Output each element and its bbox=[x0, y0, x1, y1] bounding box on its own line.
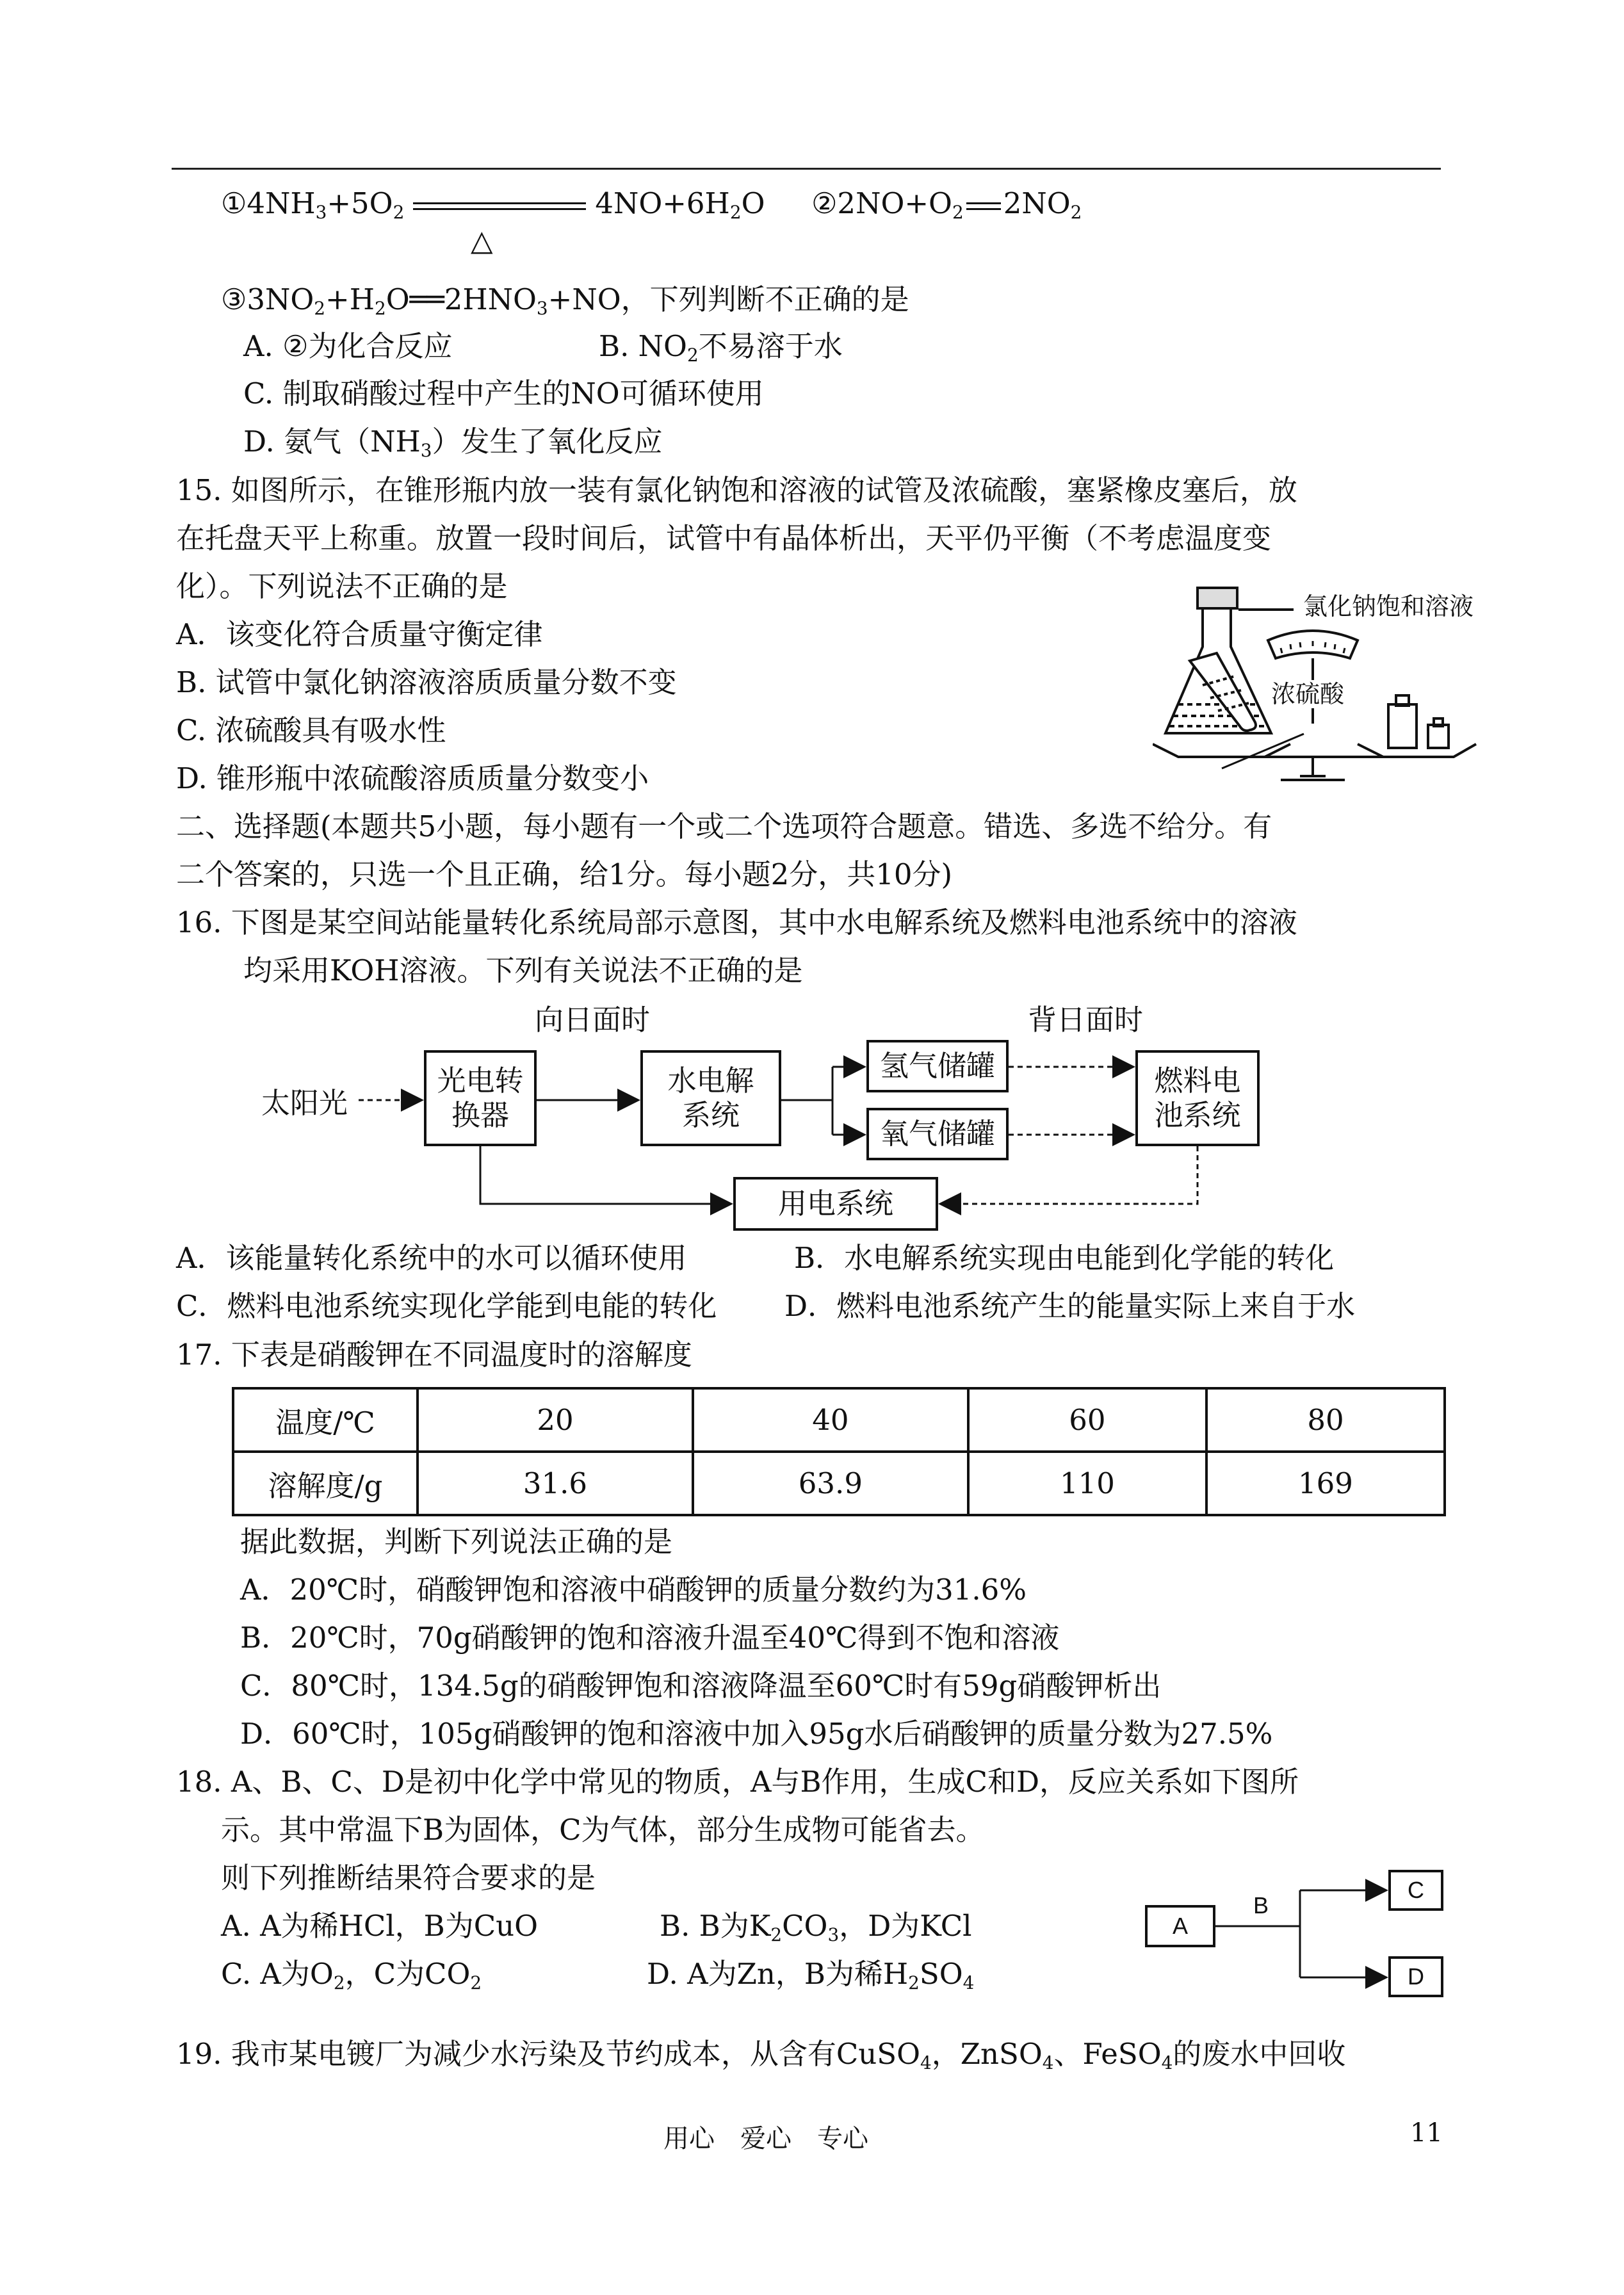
q15-line-1: 15. 如图所示，在锥形瓶内放一装有氯化钠饱和溶液的试管及浓硫酸，塞紧橡皮塞后，放 bbox=[176, 473, 1297, 507]
table-cell: 80 bbox=[1206, 1388, 1445, 1452]
q18-option-b: B. B为$K_2CO_3$，D为KCl bbox=[660, 1909, 972, 1945]
q16-option-b: B．水电解系统实现由电能到化学能的转化 bbox=[794, 1241, 1335, 1275]
section-2-heading-1: 二、选择题(本题共5小题，每小题有一个或二个选项符合题意。错选、多选不给分。有 bbox=[176, 809, 1272, 843]
q18-option-a: A. A为稀HCl，B为CuO bbox=[221, 1909, 539, 1943]
table-cell: 40 bbox=[693, 1388, 968, 1452]
q17-prompt: 据此数据，判断下列说法正确的是 bbox=[240, 1525, 673, 1559]
power-use-box: 用电系统 bbox=[733, 1177, 938, 1231]
table-cell: 溶解度/g bbox=[233, 1452, 418, 1515]
hydrogen-tank-box: 氢气储罐 bbox=[866, 1040, 1009, 1092]
table-cell: 169 bbox=[1206, 1452, 1445, 1515]
q18-line-3: 则下列推断结果符合要求的是 bbox=[221, 1861, 596, 1895]
q18-option-d: D. A为Zn，B为稀$H_2SO_4$ bbox=[647, 1957, 975, 1993]
table-cell: 20 bbox=[418, 1388, 693, 1452]
q17-title: 17. 下表是硝酸钾在不同温度时的溶解度 bbox=[176, 1338, 692, 1372]
equation-1: $①4NH_3+5O_2$ $4NO+6H_2O$ $②2NO+O_2$ $2NO_2$ bbox=[221, 186, 1082, 223]
fuel-cell-box: 燃料电 池系统 bbox=[1135, 1050, 1260, 1146]
table-cell: 110 bbox=[968, 1452, 1206, 1515]
node-a-box: A bbox=[1145, 1905, 1215, 1947]
q16-line-2: 均采用KOH溶液。下列有关说法不正确的是 bbox=[243, 953, 803, 987]
q18-line-2: 示。其中常温下B为固体，C为气体，部分生成物可能省去。 bbox=[221, 1813, 985, 1847]
q15-option-b: B. 试管中氯化钠溶液溶质质量分数不变 bbox=[176, 665, 677, 699]
oxygen-tank-box: 氧气储罐 bbox=[866, 1108, 1009, 1160]
reaction-condition: △ bbox=[471, 223, 493, 257]
sunlight-label: 太阳光 bbox=[261, 1086, 348, 1120]
q15-line-2: 在托盘天平上称重。放置一段时间后，试管中有晶体析出，天平仍平衡（不考虑温度变 bbox=[176, 521, 1272, 555]
water-electrolysis-box: 水电解 系统 bbox=[640, 1050, 781, 1146]
night-label: 背日面时 bbox=[1028, 1003, 1144, 1037]
footer-motto: 用心 爱心 专心 bbox=[663, 2124, 868, 2153]
q14-option-d: D. 氨气$(NH_3)$发生了氧化反应 bbox=[243, 425, 663, 461]
table-row bbox=[233, 1452, 1445, 1515]
q14-option-c: C. 制取硝酸过程中产生的NO可循环使用 bbox=[243, 377, 764, 410]
figure-label-nacl: 氯化钠饱和溶液 bbox=[1303, 592, 1474, 620]
q18-line-1: 18. A、B、C、D是初中化学中常见的物质，A与B作用，生成C和D，反应关系如下图所 bbox=[176, 1765, 1299, 1799]
q16-option-d: D．燃料电池系统产生的能量实际上来自于水 bbox=[784, 1289, 1356, 1323]
page-number: 11 bbox=[1410, 2118, 1443, 2148]
q17-option-c: C．80℃时，134.5g的硝酸钾饱和溶液降温至60℃时有59g硝酸钾析出 bbox=[240, 1669, 1162, 1703]
q17-option-d: D．60℃时，105g硝酸钾的饱和溶液中加入95g水后硝酸钾的质量分数为27.5% bbox=[240, 1717, 1273, 1751]
q14-option-b: B. $NO_2$不易溶于水 bbox=[599, 329, 843, 366]
node-d-box: D bbox=[1388, 1956, 1443, 1997]
solubility-table bbox=[232, 1387, 1446, 1516]
photoelectric-converter-box: 光电转 换器 bbox=[424, 1050, 537, 1146]
q15-line-3: 化）。下列说法不正确的是 bbox=[176, 569, 508, 603]
q16-line-1: 16. 下图是某空间站能量转化系统局部示意图，其中水电解系统及燃料电池系统中的溶液 bbox=[176, 905, 1297, 939]
q17-option-b: B．20℃时，70g硝酸钾的饱和溶液升温至40℃得到不饱和溶液 bbox=[240, 1621, 1060, 1655]
table-row bbox=[233, 1388, 1445, 1452]
equation-3: $③3NO_2+H_2O══2HNO_3+NO$，下列判断不正确的是 bbox=[221, 282, 909, 319]
q18-option-c: C. A为$O_2$，C为$CO_2$ bbox=[221, 1957, 482, 1993]
day-label: 向日面时 bbox=[535, 1003, 651, 1037]
table-cell: 31.6 bbox=[418, 1452, 693, 1515]
q15-option-d: D. 锥形瓶中浓硫酸溶质质量分数变小 bbox=[176, 761, 649, 795]
q16-option-c: C．燃料电池系统实现化学能到电能的转化 bbox=[176, 1289, 717, 1323]
q16-option-a: A．该能量转化系统中的水可以循环使用 bbox=[176, 1241, 687, 1275]
q15-option-a: A．该变化符合质量守衡定律 bbox=[176, 617, 543, 651]
table-cell: 温度/℃ bbox=[233, 1388, 418, 1452]
q15-option-c: C. 浓硫酸具有吸水性 bbox=[176, 713, 446, 747]
table-cell: 63.9 bbox=[693, 1452, 968, 1515]
node-c-box: C bbox=[1388, 1870, 1443, 1911]
q18-arrows bbox=[1204, 1857, 1396, 2011]
table-cell: 60 bbox=[968, 1388, 1206, 1452]
q19-line-1: 19. 我市某电镀厂为减少水污染及节约成本，从含有CuSO$_4$，ZnSO$_4$、FeSO$_4$的废水中回收 bbox=[176, 2037, 1346, 2073]
q14-option-a: A. ②为化合反应 bbox=[243, 329, 453, 363]
q17-option-a: A．20℃时，硝酸钾饱和溶液中硝酸钾的质量分数约为31.6% bbox=[240, 1573, 1027, 1607]
section-2-heading-2: 二个答案的，只选一个且正确，给1分。每小题2分，共10分) bbox=[176, 857, 953, 891]
figure-label-h2so4: 浓硫酸 bbox=[1271, 680, 1345, 708]
node-b-label: B bbox=[1253, 1892, 1269, 1918]
